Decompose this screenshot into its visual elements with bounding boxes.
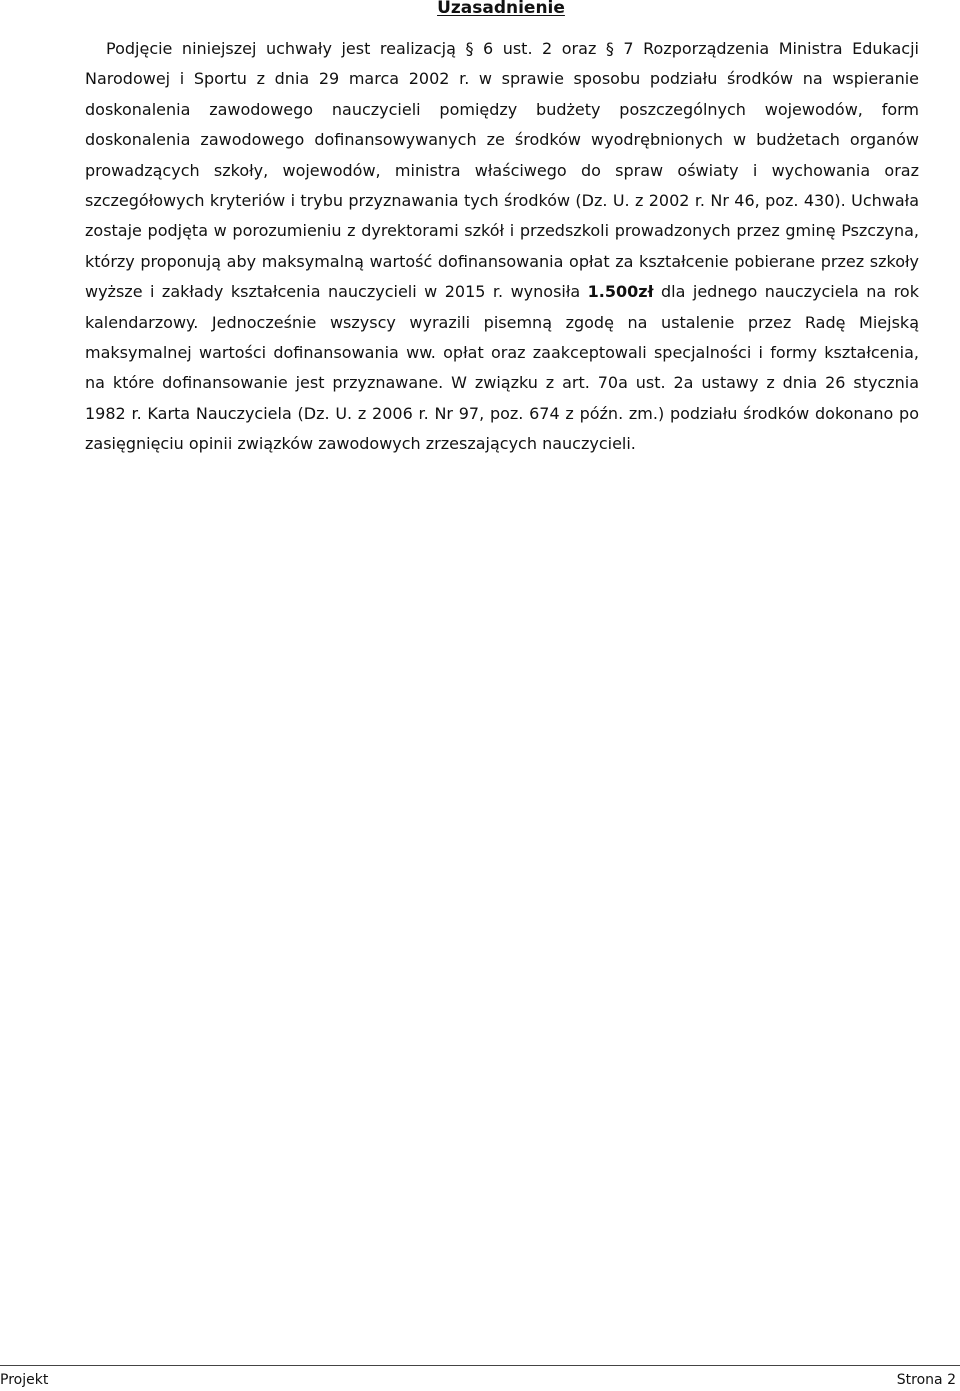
paragraph-text-part1: Podjęcie niniejszej uchwały jest realizacją § 6 ust. 2 oraz § 7 Rozporządzenia Ministra Edukacji Narodowej i Sportu z dnia 29 marca 2002 r. w sprawie sposobu podziału środków na wspieranie doskonalenia zawodowego nauczycieli pomiędzy budżety poszczególnych wojewodów, form doskonalenia zawodowego dofinansowywanych ze środków wyodrębnionych w budżetach organów prowadzących szkoły, wojewodów, ministra właściwego do spraw oświaty i wychowania oraz szczegółowych kryteriów i trybu przyznawania tych środków (Dz. U. z 2002 r. Nr 46, poz. 430). Uchwała zostaje podjęta w porozumieniu z dyrektorami szkół i przedszkoli prowadzonych przez gminę Pszczyna, którzy proponują aby maksymalną wartość dofinansowania opłat za kształcenie pobierane przez szkoły wyższe i zakłady kształcenia nauczycieli w 2015 r. wynosiła <box>85 39 919 302</box>
max-amount-value: 1.500zł <box>587 282 654 302</box>
footer-page-number: Strona 2 <box>896 1372 956 1388</box>
document-title: Uzasadnienie <box>437 0 565 18</box>
justification-paragraph <box>85 34 919 460</box>
footer-project-label: Projekt <box>0 1372 49 1388</box>
footer-divider <box>0 1365 960 1366</box>
paragraph-text-part2: dla jednego nauczyciela na rok kalendarzowy. Jednocześnie wszyscy wyrazili pisemną zgodę na ustalenie przez Radę Miejską maksymalnej wartości dofinansowania ww. opłat oraz zaakceptowali specjalności i formy kształcenia, na które dofinansowanie jest przyznawane. W związku z art. 70a ust. 2a ustawy z dnia 26 stycznia 1982 r. Karta Nauczyciela (Dz. U. z 2006 r. Nr 97, poz. 674 z późn. zm.) podziału środków dokonano po zasięgnięciu opinii związków zawodowych zrzeszających nauczycieli. <box>85 282 919 454</box>
